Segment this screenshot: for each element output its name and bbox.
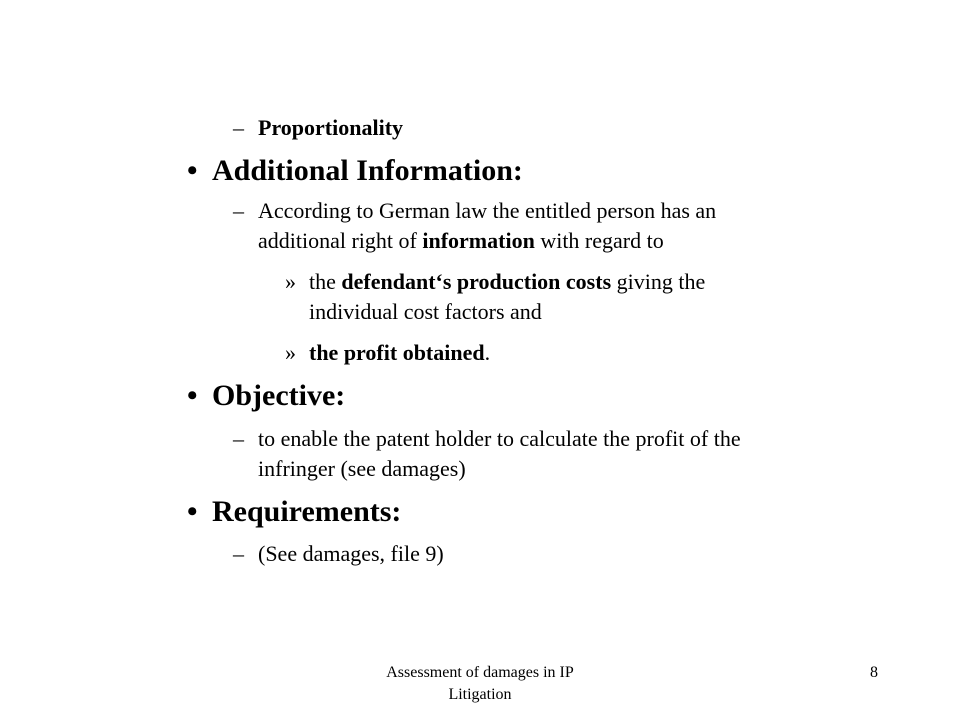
sub1-pre: the (309, 269, 342, 294)
requirements-line1: (See damages, file 9) (258, 541, 444, 566)
additional-info-line2-pre: additional right of (258, 228, 423, 253)
sub-item-1-line2: individual cost factors and (309, 299, 542, 324)
objective-heading-text: Objective: (212, 379, 346, 412)
dash-marker: – (233, 198, 244, 223)
sub-marker: » (285, 340, 296, 365)
dash-marker: – (233, 426, 244, 451)
dash-marker: – (233, 115, 244, 140)
bullet-marker: • (187, 154, 198, 187)
page-number: 8 (870, 664, 878, 681)
additional-info-line2-post: with regard to (534, 228, 664, 253)
sub-item-1-line1 (309, 267, 705, 297)
bullet-marker: • (187, 379, 198, 412)
additional-info-heading-text: Additional Information: (212, 154, 523, 187)
sub1-post: giving the (611, 269, 706, 294)
footer-title-line1: Assessment of damages in IP (386, 664, 574, 681)
bullet-marker: • (187, 495, 198, 528)
information-bold: information (422, 228, 535, 253)
additional-info-line2 (258, 226, 664, 256)
dash-marker: – (233, 541, 244, 566)
sub2-post: . (484, 340, 491, 365)
proportionality-text: Proportionality (258, 115, 404, 140)
sub-marker: » (285, 269, 296, 294)
production-costs-bold: defendant‘s production costs (341, 269, 612, 294)
objective-line2: infringer (see damages) (258, 456, 466, 481)
requirements-heading-text: Requirements: (212, 495, 402, 528)
sub-item-2-text (309, 338, 490, 368)
additional-info-line1: According to German law the entitled person has an (258, 198, 717, 223)
footer-title (330, 662, 630, 706)
profit-obtained-bold: the profit obtained (309, 340, 485, 365)
footer-title-line2: Litigation (448, 686, 512, 703)
objective-line1: to enable the patent holder to calculate the profit of the (258, 426, 741, 451)
